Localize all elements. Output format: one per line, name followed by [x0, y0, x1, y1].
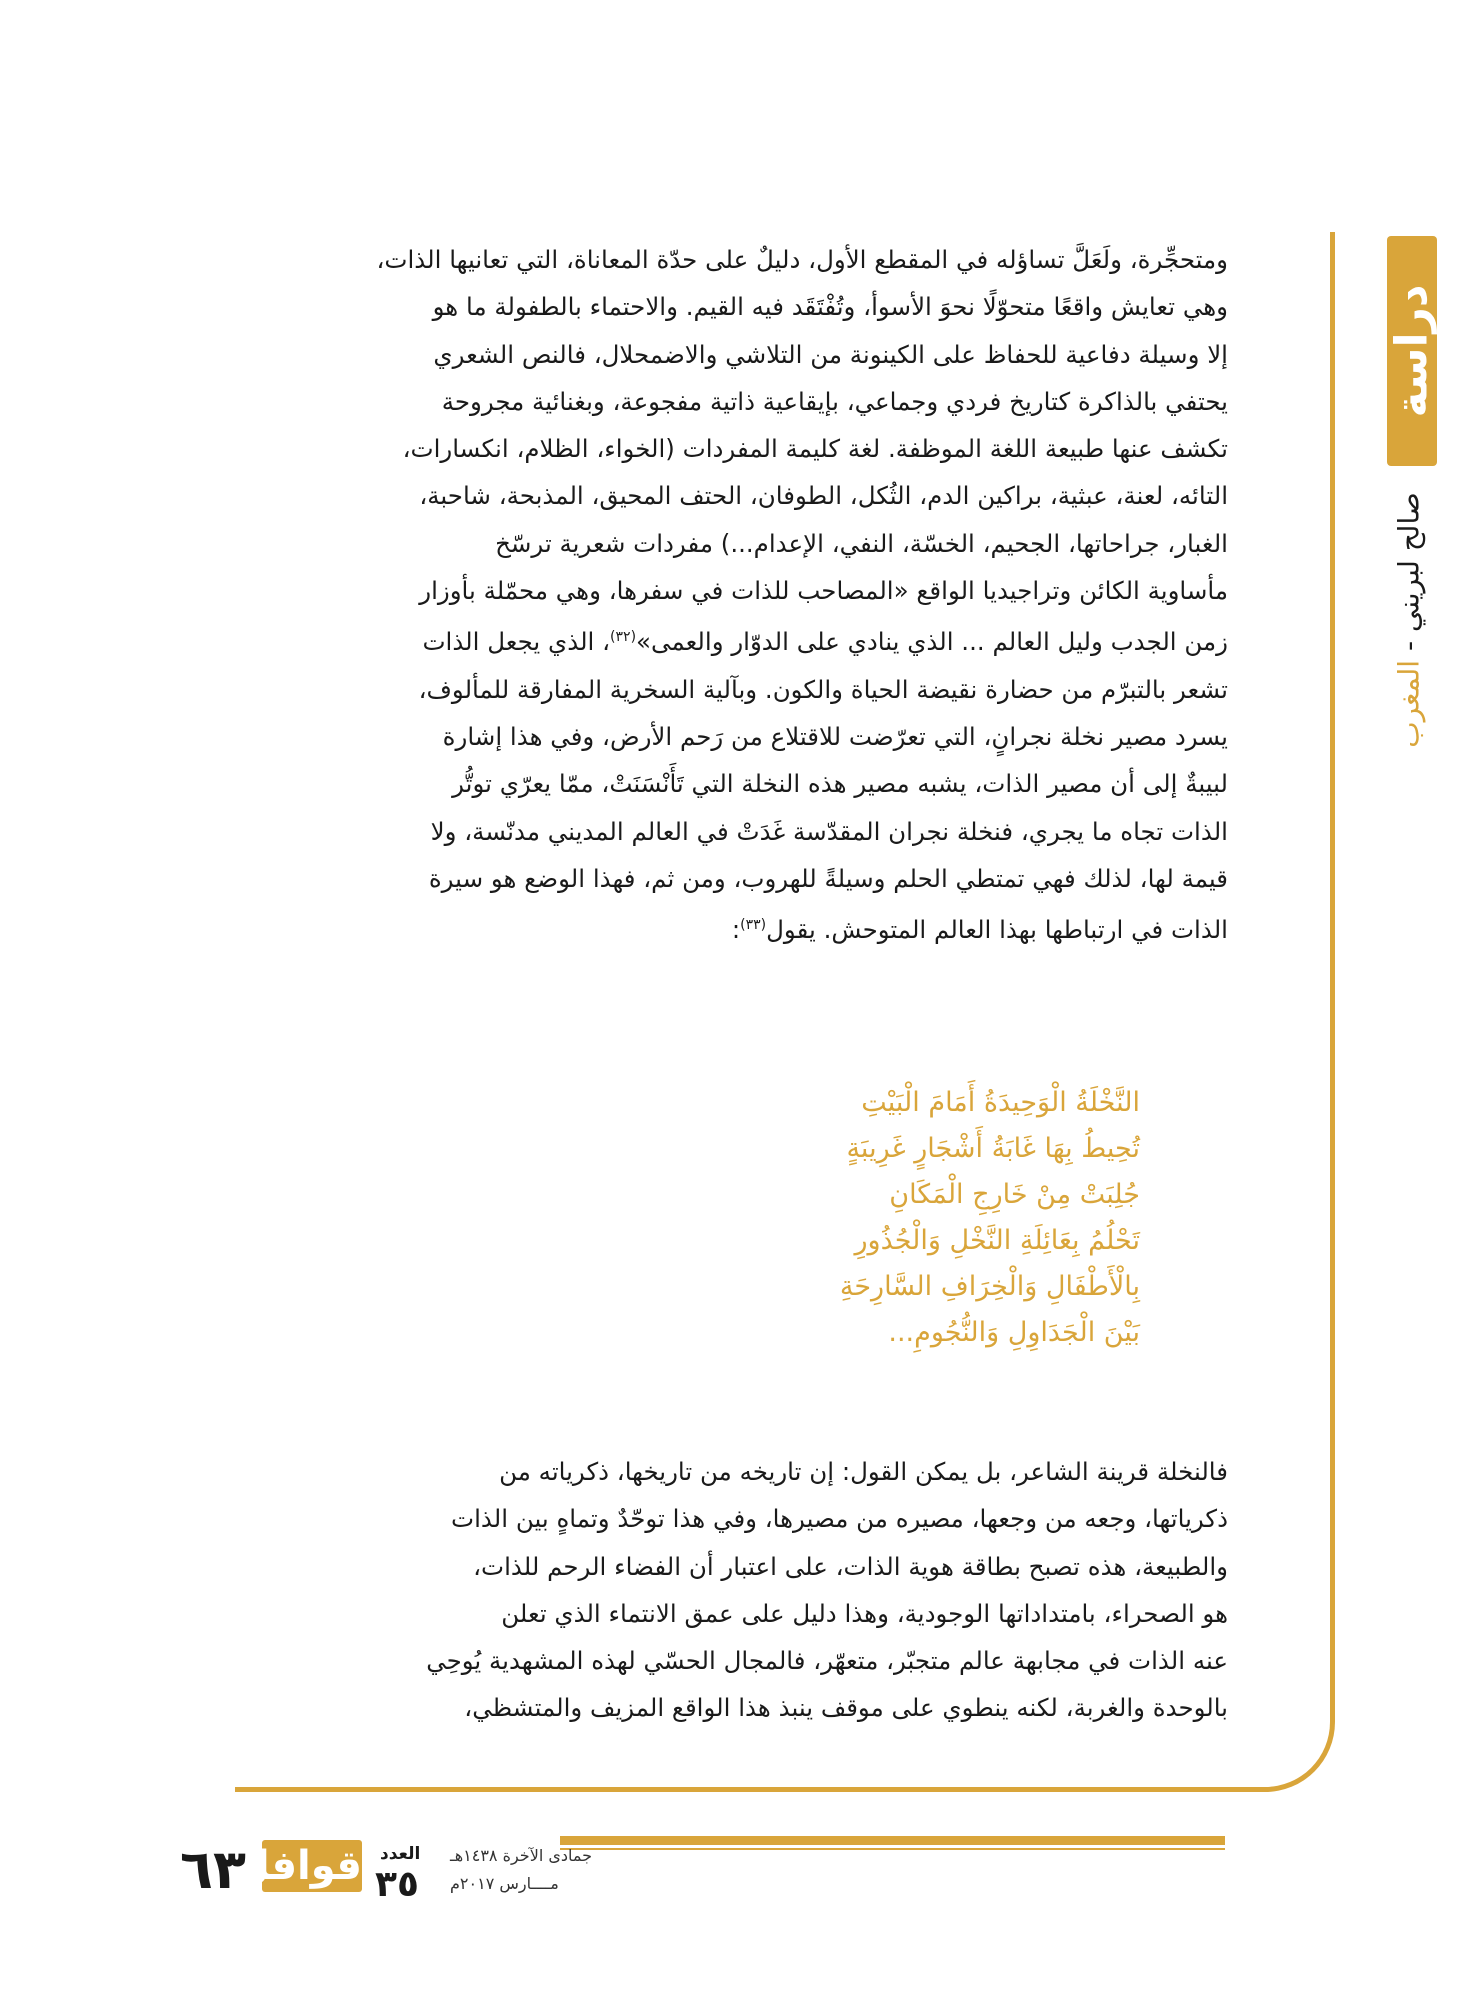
date-gregorian: مــــارس ٢٠١٧م: [450, 1874, 559, 1893]
text-line: يسرد مصير نخلة نجرانٍ، التي تعرّضت للاقتلاع من رَحم الأرض، وفي هذا إشارة: [442, 722, 1228, 752]
text-line: بالوحدة والغربة، لكنه ينطوي على موقف ينبذ هذا الواقع المزيف والمتشظي،: [464, 1693, 1228, 1723]
text-line: مأساوية الكائن وتراجيديا الواقع «المصاحب للذات في سفرها، وهي محمّلة بأوزار: [419, 576, 1228, 606]
text-line: تكشف عنها طبيعة اللغة الموظفة. لغة كليمة المفردات (الخواء، الظلام، انكسارات،: [402, 434, 1228, 464]
article-paragraph-2: [318, 1448, 1228, 1732]
poem-block: [700, 1080, 1140, 1356]
section-title: دراسة: [1386, 284, 1438, 418]
footnote-ref: (٣٢): [610, 629, 637, 646]
text-line: عنه الذات في مجابهة عالم متجبّر، متعهّر، فالمجال الحسّي لهذه المشهدية يُوحِي: [426, 1646, 1228, 1676]
text-line: إلا وسيلة دفاعية للحفاظ على الكينونة من التلاشي والاضمحلال، فالنص الشعري: [433, 339, 1228, 369]
text-line: تشعر بالتبرّم من حضارة نقيضة الحياة والكون. وبآلية السخرية المفارقة للمألوف،: [418, 674, 1228, 704]
date-hijri: جمادى الآخرة ١٤٣٨هـ: [450, 1846, 593, 1865]
author-separator: -: [1392, 632, 1426, 660]
text-line: ذكرياتها، وجعه من وجعها، مصيره من مصيرها، وفي هذا توحّدٌ وتماهٍ بين الذات: [451, 1504, 1228, 1534]
text-line-part: ، الذي يجعل الذات: [422, 627, 611, 657]
footnote-ref: (٣٣): [740, 917, 767, 934]
poem-line: تَحْلُمُ بِعَائِلَةِ النَّخْلِ وَالْجُذُورِ: [854, 1225, 1140, 1256]
text-line: هو الصحراء، بامتداداتها الوجودية، وهذا دليل على عمق الانتماء الذي تعلن: [501, 1598, 1228, 1628]
poem-line: تُحِيطُ بِهَا غَابَةُ أَشْجَارٍ غَرِيبَةٍ: [846, 1133, 1140, 1164]
text-line: [318, 902, 1228, 953]
text-line: فالنخلة قرينة الشاعر، بل يمكن القول: إن تاريخه من تاريخها، ذكرياته من: [499, 1457, 1228, 1486]
footer-rule: [560, 1836, 1225, 1845]
author-name: صالح لبريني: [1392, 492, 1426, 633]
page-number: ٦٣: [180, 1838, 246, 1901]
poem-line: بِالْأَطْفَالِ وَالْخِرَافِ السَّارِحَةِ: [839, 1271, 1140, 1302]
issue-number: ٣٥: [375, 1864, 419, 1905]
text-line: [318, 614, 1228, 665]
article-paragraph-1: [318, 236, 1228, 954]
footer-rule-thin: [560, 1848, 1225, 1850]
poem-line: بَيْنَ الْجَدَاوِلِ وَالنُّجُومِ...: [888, 1317, 1140, 1348]
text-line: التائه، لعنة، عبثية، براكين الدم، الثُكل، الطوفان، الحتف المحيق، المذبحة، شاحبة،: [419, 481, 1228, 511]
author-line: [1393, 455, 1426, 785]
issue-label: العدد: [380, 1844, 421, 1864]
author-country: المغرب: [1392, 659, 1426, 748]
text-line: يحتفي بالذاكرة كتاريخ فردي وجماعي، بإيقاعية ذاتية مفجوعة، وبغنائية مجروحة: [441, 386, 1228, 416]
text-line: والطبيعة، هذه تصبح بطاقة هوية الذات، على اعتبار أن الفضاء الرحم للذات،: [473, 1551, 1228, 1581]
text-line: ومتحجِّرة، ولَعَلَّ تساؤله في المقطع الأول، دليلٌ على حدّة المعاناة، التي تعانيها الذات،: [376, 245, 1228, 274]
text-line: قيمة لها، لذلك فهي تمتطي الحلم وسيلةً للهروب، ومن ثم، فهذا الوضع هو سيرة: [428, 864, 1228, 894]
text-line: الذات تجاه ما يجري، فنخلة نجران المقدّسة غَدَتْ في العالم المديني مدنّسة، ولا: [430, 816, 1228, 846]
text-line-part: الذات في ارتباطها بهذا العالم المتوحش. يقول: [766, 915, 1228, 945]
text-line: وهي تعايش واقعًا متحوّلًا نحوَ الأسوأ، وتُفْتَقَد فيه القيم. والاحتماء بالطفولة ما هو: [432, 292, 1228, 322]
poem-line: النَّخْلَةُ الْوَحِيدَةُ أَمَامَ الْبَيْتِ: [861, 1087, 1140, 1118]
magazine-logo: قوافل: [262, 1840, 362, 1892]
text-line-part: زمن الجدب وليل العالم ... الذي ينادي على الدوّار والعمى»: [636, 627, 1228, 657]
poem-line: جُلِبَتْ مِنْ خَارِجِ الْمَكَانِ: [889, 1179, 1140, 1210]
text-line-part: :: [731, 915, 741, 945]
text-line: لبيبةٌ إلى أن مصير الذات، يشبه مصير هذه النخلة التي تَأَنْسَنَتْ، ممّا يعرّي توتُّر: [452, 769, 1228, 799]
text-line: الغبار، جراحاتها، الجحيم، الخسّة، النفي، الإعدام...) مفردات شعرية ترسّخ: [495, 528, 1228, 558]
